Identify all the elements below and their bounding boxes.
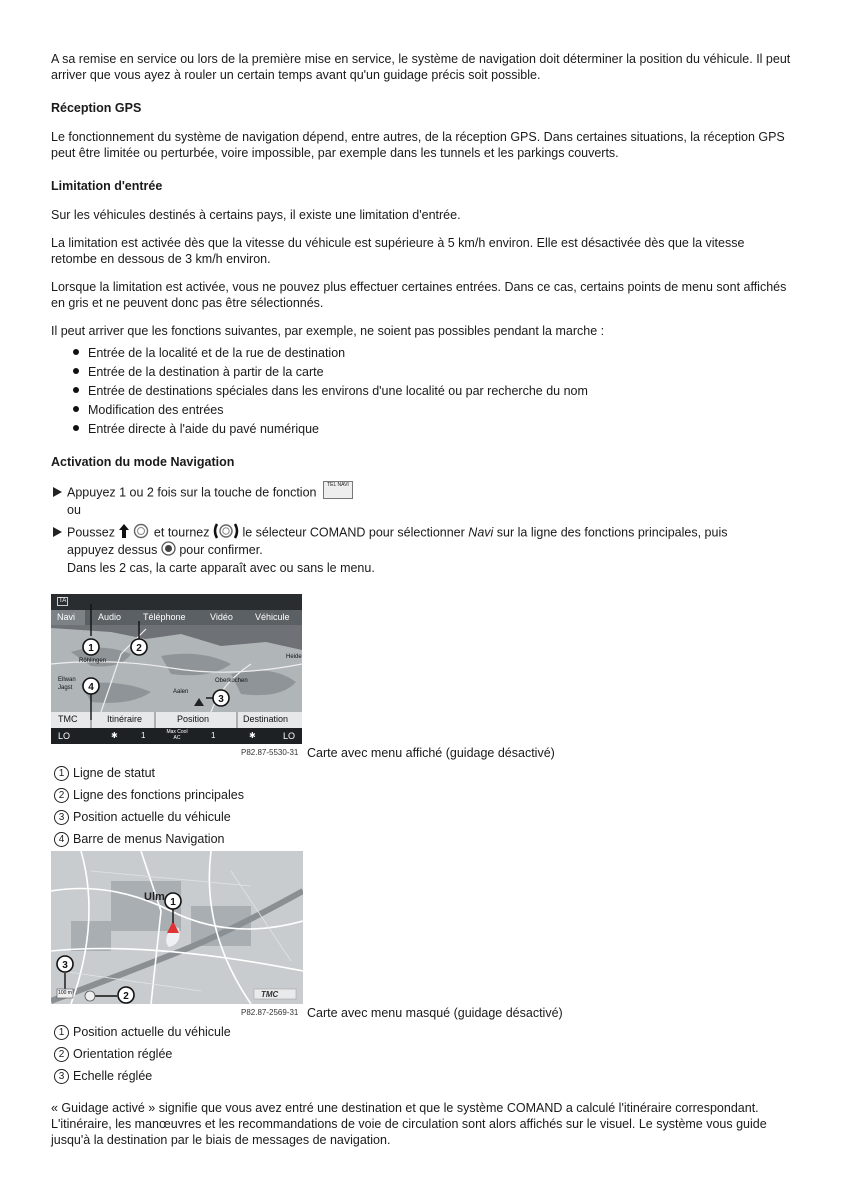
bullet <box>73 387 79 393</box>
city-label: Ulm <box>144 891 165 903</box>
map-without-menu-figure <box>51 851 303 1004</box>
bullet <box>73 349 79 355</box>
limit-paragraph-1: Sur les véhicules destinés à certains pays, il existe une limitation d'entrée. <box>51 208 461 222</box>
limit-paragraph-2: La limitation est activée dès que la vitesse du véhicule est supérieure à 5 km/h environ. Elle est désactivée dès que la vitesse retombe en dessous de 3 km/h environ. <box>51 236 745 266</box>
climate-right-temp: LO <box>283 731 296 741</box>
scale-label: 100 m <box>58 990 72 996</box>
menu-item-audio: Audio <box>98 612 122 622</box>
svg-text:3: 3 <box>62 960 68 971</box>
climate-left-temp: LO <box>58 731 71 741</box>
menu-item-position: Position <box>177 714 210 724</box>
figure-2-code: P82.87-2569-31 <box>241 1008 299 1017</box>
climate-left-fan: 1 <box>141 731 146 740</box>
climate-right-fan: 1 <box>211 731 216 740</box>
list-item: Entrée directe à l'aide du pavé numérique <box>88 422 320 436</box>
place-label: Oberkochen <box>215 678 248 684</box>
list-item: Entrée de la destination à partir de la carte <box>88 365 324 379</box>
list-item: Modification des entrées <box>88 403 224 417</box>
gps-paragraph: Le fonctionnement du système de navigation dépend, entre autres, de la réception GPS. Dans certaines situations, la réception GPS peut être limitée ou perturbée, voire impossible, par exemple dans les tunnels et les parkings couverts. <box>51 130 785 160</box>
place-label: Jagst <box>58 685 73 691</box>
menu-item-navi: Navi <box>57 612 76 622</box>
press-controller-icon <box>161 541 176 560</box>
svg-text:3: 3 <box>218 694 224 705</box>
or-text: ou <box>67 503 81 517</box>
map-with-menu-figure <box>51 594 302 744</box>
bullet <box>73 406 79 412</box>
bullet <box>73 368 79 374</box>
menu-item-telephone: Téléphone <box>143 612 186 622</box>
push-up-controller-icon <box>118 523 150 543</box>
outro-paragraph: « Guidage activé » signifie que vous avez entré une destination et que le système COMAND a calculé l'itinéraire correspondant. L'itinéraire, les manœuvres et les recommandations de voie de circulation sont alors affichés sur le visuel. Le système vous guide jusqu'à la destination par le biais de messages de navigation. <box>51 1101 767 1147</box>
figure-1-caption: Carte avec menu affiché (guidage désactivé) <box>307 746 555 760</box>
svg-text:2: 2 <box>136 643 142 654</box>
tmc-logo: TMC <box>261 990 279 999</box>
limit-paragraph-4: Il peut arriver que les fonctions suivantes, par exemple, ne soient pas possibles pendant la marche : <box>51 324 605 338</box>
step-arrow-icon <box>53 487 62 497</box>
gps-heading: Réception GPS <box>51 101 142 115</box>
legend-item: 1 Position actuelle du véhicule <box>54 1024 231 1040</box>
step-2-line-1: Poussez et tournez le sélecteur COMAND pour sélectionner Navi sur la ligne des fonctions principales, puis <box>67 523 727 543</box>
intro-paragraph: A sa remise en service ou lors de la première mise en service, le système de navigation doit déterminer la position du véhicule. Il peut arriver que vous ayez à rouler un certain temps avant qu'un guidage précis soit possible. <box>51 52 791 82</box>
rotate-controller-icon <box>213 523 239 543</box>
list-item: Entrée de destinations spéciales dans les environs d'une localité ou par recherche du nom <box>88 384 588 398</box>
bullet <box>73 425 79 431</box>
limit-heading: Limitation d'entrée <box>51 179 163 193</box>
fan-icon: ✱ <box>111 731 118 740</box>
menu-item-itinerary: Itinéraire <box>107 714 143 724</box>
place-label: Aalen <box>173 689 189 695</box>
legend-item: 3 Position actuelle du véhicule <box>54 809 231 825</box>
menu-item-destination: Destination <box>243 714 289 724</box>
tel-navi-key-icon: TEL NAVI <box>323 481 353 499</box>
place-label: Röhlingen <box>79 658 107 664</box>
status-line-ta: TA <box>59 598 67 604</box>
svg-text:2: 2 <box>123 991 129 1002</box>
activation-heading: Activation du mode Navigation <box>51 455 235 469</box>
step-arrow-icon <box>53 527 62 537</box>
legend-item: 2 Ligne des fonctions principales <box>54 787 244 803</box>
legend-item: 1 Ligne de statut <box>54 765 155 781</box>
step-2-line-2: appuyez dessus pour confirmer. <box>67 541 263 560</box>
legend-item: 4 Barre de menus Navigation <box>54 831 224 847</box>
legend-item: 2 Orientation réglée <box>54 1046 172 1062</box>
menu-item-video: Vidéo <box>210 612 233 622</box>
step-1: Appuyez 1 ou 2 fois sur la touche de fonction TEL NAVI <box>67 484 353 502</box>
svg-text:1: 1 <box>170 897 176 908</box>
fan-icon: ✱ <box>249 731 256 740</box>
figure-2-caption: Carte avec menu masqué (guidage désactivé) <box>307 1006 563 1020</box>
figure-1-code: P82.87-5530-31 <box>241 748 299 757</box>
climate-maxcool: Max Cool AC <box>166 729 188 741</box>
limit-paragraph-3: Lorsque la limitation est activée, vous ne pouvez plus effectuer certaines entrées. Dans ce cas, certains points de menu sont affichés en gris et ne peuvent donc pas être sélectionnés. <box>51 280 787 310</box>
legend-item: 3 Echelle réglée <box>54 1068 152 1084</box>
svg-text:1: 1 <box>88 643 94 654</box>
svg-text:4: 4 <box>88 682 94 693</box>
menu-item-tmc: TMC <box>58 714 78 724</box>
menu-item-vehicle: Véhicule <box>255 612 290 622</box>
list-item: Entrée de la localité et de la rue de destination <box>88 346 346 360</box>
place-label: Heide <box>286 654 302 660</box>
step-2-line-3: Dans les 2 cas, la carte apparaît avec ou sans le menu. <box>67 561 375 575</box>
place-label: Ellwan <box>58 677 76 683</box>
